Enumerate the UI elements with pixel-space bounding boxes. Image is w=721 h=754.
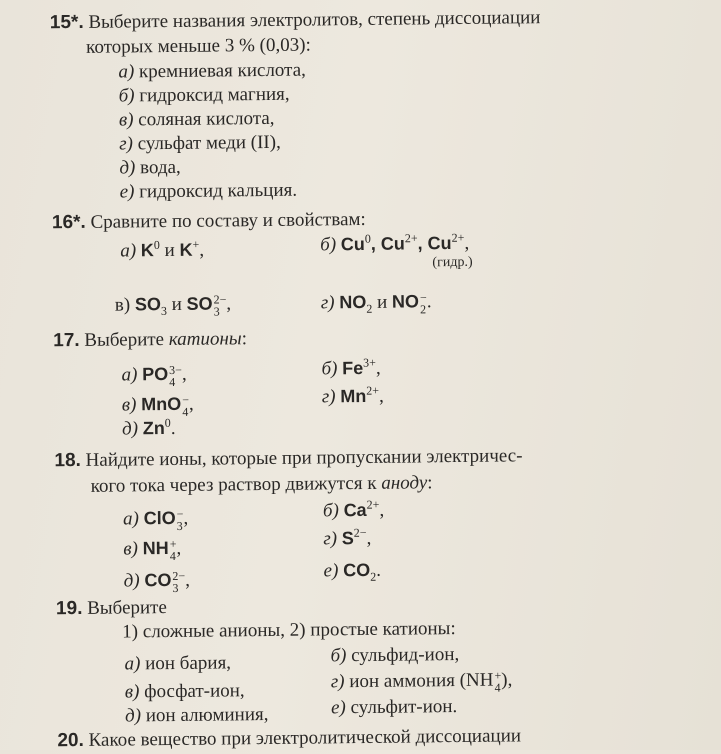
- question-17: 17. Выберите катионы:: [53, 328, 248, 352]
- option-d: г) $S^{2-}$,: [323, 525, 372, 550]
- question-15-line-2: которых меньше 3 % (0,03):: [86, 34, 311, 58]
- option-c: в) NH + 4 ,: [123, 536, 182, 563]
- option-a: а) $K^0$ и K+,: [120, 237, 205, 262]
- option-d: г) $Mn^{2+}$,: [321, 383, 384, 408]
- option-e: д) ион алюминия,: [125, 703, 269, 727]
- question-number: 19.: [55, 597, 83, 620]
- question-18-line-2: кого тока через раствор движутся к аноду:: [90, 472, 433, 497]
- option-f: е) $CO_2$.: [323, 559, 381, 584]
- option-a: а) ClO − 3 ,: [122, 506, 189, 533]
- option-c: в) MnO − 4 ,: [121, 392, 194, 419]
- note-hydrated: (гидр.): [432, 254, 473, 271]
- question-18: 18. Найдите ионы, которые при пропускании электричес-: [54, 445, 523, 472]
- option-a: а) PO 3− 4 ,: [121, 362, 187, 389]
- option-a: а) кремниевая кислота,: [118, 59, 306, 83]
- question-number: 16*.: [51, 211, 86, 234]
- option-d: г) сульфат меди (II),: [119, 131, 281, 155]
- question-19: 19. Выберите: [55, 597, 167, 620]
- option-e: д) CO 2− 3 ,: [123, 568, 191, 595]
- question-text: Выберите названия электролитов, степень диссоциации: [88, 7, 541, 33]
- option-c: в) $SO_3$ и SO 2− 3 ,: [114, 292, 232, 319]
- option-a: а) ион бария,: [124, 652, 232, 675]
- question-number: 18.: [54, 449, 81, 472]
- question-16: [52, 208, 366, 235]
- option-e: д) Zn$^0$.: [122, 415, 176, 440]
- option-f: е) сульфит-ион.: [330, 696, 458, 719]
- option-d: г) $NO_2$ и NO − 2 .: [320, 289, 432, 317]
- question-19-subline: 1) сложные анионы, 2) простые катионы:: [122, 618, 456, 643]
- option-b: б) гидроксид магния,: [118, 83, 290, 107]
- question-text: Сравните по составу и свойствам:: [90, 208, 366, 233]
- option-b: б) $Ca^{2+}$,: [322, 497, 385, 522]
- question-15: [50, 6, 541, 35]
- option-e: д) вода,: [119, 156, 181, 179]
- option-f: е) гидроксид кальция.: [119, 179, 298, 203]
- question-number: 17.: [53, 329, 80, 352]
- question-number: 20.: [57, 729, 84, 752]
- option-b: б) сульфид-ион,: [330, 643, 460, 667]
- question-20: 20. Какое вещество при электролитической диссоциации: [57, 725, 522, 752]
- option-d: г) ион аммония (NH + 4 ),: [330, 668, 513, 695]
- question-number: 15*.: [49, 11, 84, 34]
- option-c: в) соляная кислота,: [118, 107, 275, 131]
- option-b: б) $Fe^{3+}$,: [321, 355, 381, 380]
- option-c: в) фосфат-ион,: [124, 680, 245, 703]
- option-b: б) Cu$^0$, $Cu^{2+}$, $Cu^{2+}$,: [320, 230, 470, 256]
